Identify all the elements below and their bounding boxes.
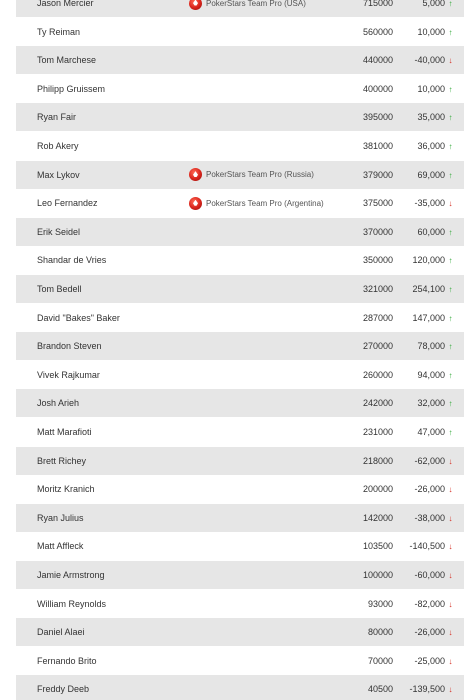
player-name: Philipp Gruissem: [37, 83, 106, 94]
player-name: Shandar de Vries: [37, 255, 107, 266]
chip-count: 100000: [362, 570, 393, 580]
chip-count: 715000: [362, 0, 393, 8]
chip-change: [417, 427, 454, 437]
chip-change-value: 254,100: [412, 284, 445, 294]
chip-count: 142000: [362, 512, 393, 523]
player-name: Ryan Fair: [37, 112, 77, 123]
chip-change: [417, 27, 454, 37]
arrow-down-icon: ↓: [448, 599, 453, 609]
arrow-down-icon: ↓: [448, 542, 453, 552]
table-row: [16, 246, 464, 274]
arrow-up-icon: ↑: [448, 227, 453, 237]
chip-change-value: 5,000: [422, 0, 445, 8]
arrow-up-icon: ↑: [448, 256, 453, 266]
chip-change-value: -35,000: [414, 198, 445, 209]
table-row: [16, 103, 464, 131]
team-pro-badge: [189, 168, 314, 181]
table-row: [16, 418, 464, 446]
table-row: [16, 675, 464, 700]
chip-change-value: 35,000: [417, 112, 445, 123]
chip-change: [409, 541, 454, 551]
arrow-up-icon: ↑: [448, 342, 453, 352]
chip-change-value: -40,000: [414, 55, 445, 66]
arrow-up-icon: ↑: [448, 0, 453, 8]
chip-change: [414, 656, 454, 666]
arrow-down-icon: ↓: [448, 656, 453, 666]
chip-change-value: 36,000: [417, 141, 445, 151]
chip-change-value: 32,000: [417, 398, 445, 409]
team-pro-label: PokerStars Team Pro (USA): [206, 0, 306, 8]
chip-count: 80000: [367, 627, 393, 638]
arrow-down-icon: ↓: [448, 199, 453, 209]
chip-change: [417, 141, 454, 151]
player-name: Max Lykov: [37, 169, 80, 180]
chip-count: 260000: [362, 369, 393, 380]
chip-count: 231000: [362, 427, 393, 437]
player-name: William Reynolds: [37, 598, 107, 609]
chip-count: 270000: [362, 341, 393, 352]
table-row: [16, 132, 464, 160]
arrow-up-icon: ↑: [448, 113, 453, 123]
chip-change: [414, 570, 454, 580]
player-name: Brandon Steven: [37, 341, 102, 352]
player-name: Fernando Brito: [37, 655, 97, 666]
table-row: [16, 389, 464, 417]
team-pro-label: PokerStars Team Pro (Russia): [206, 170, 314, 180]
player-name: Rob Akery: [37, 141, 79, 151]
chip-change-value: -60,000: [414, 570, 445, 580]
chip-change-value: 78,000: [417, 341, 445, 352]
arrow-up-icon: ↑: [448, 370, 453, 380]
table-row: [16, 332, 464, 360]
chip-change: [414, 456, 454, 466]
chip-change: [412, 313, 454, 323]
table-row: [16, 504, 464, 532]
chip-change: [417, 112, 454, 122]
chip-change-value: -82,000: [414, 598, 445, 609]
chip-change: [417, 84, 454, 94]
arrow-up-icon: ↑: [448, 428, 453, 437]
player-name: Vivek Rajkumar: [37, 369, 100, 380]
player-name: Moritz Kranich: [37, 484, 95, 495]
chip-count: 218000: [362, 455, 393, 466]
player-name: Josh Arieh: [37, 398, 80, 409]
chip-count: 395000: [362, 112, 393, 123]
player-name: Jamie Armstrong: [37, 570, 105, 580]
team-pro-badge: [189, 197, 324, 210]
chip-count: 375000: [362, 198, 393, 209]
chip-change-value: -38,000: [414, 512, 445, 523]
chip-change: [414, 513, 454, 523]
chip-count: 242000: [362, 398, 393, 409]
player-name: Daniel Alaei: [37, 627, 85, 638]
table-row: [16, 75, 464, 103]
arrow-up-icon: ↑: [448, 285, 453, 294]
chip-change-value: 47,000: [417, 427, 445, 437]
arrow-down-icon: ↓: [448, 571, 453, 580]
chip-change-value: -140,500: [409, 541, 445, 552]
pokerstars-spade-icon: [189, 0, 202, 10]
arrow-down-icon: ↓: [448, 485, 453, 495]
arrow-down-icon: ↓: [448, 56, 453, 66]
table-row: [16, 618, 464, 646]
chip-count: 93000: [367, 598, 393, 609]
chip-count: 379000: [362, 169, 393, 180]
arrow-down-icon: ↓: [448, 685, 453, 695]
player-name: Brett Richey: [37, 455, 87, 466]
table-row: [16, 46, 464, 74]
chip-count: 560000: [362, 26, 393, 37]
chip-change: [417, 398, 454, 408]
table-row: [16, 447, 464, 475]
chip-count: 200000: [362, 484, 393, 495]
arrow-up-icon: ↑: [448, 142, 453, 151]
chip-change: [412, 284, 454, 294]
chip-count: 400000: [362, 83, 393, 94]
player-name: Ryan Julius: [37, 512, 84, 523]
chip-change-value: 147,000: [412, 312, 445, 323]
chip-change: [414, 55, 454, 65]
chip-count: 103500: [362, 541, 393, 552]
chip-count: 350000: [362, 255, 393, 266]
chip-change-value: -26,000: [414, 484, 445, 495]
table-row: [16, 161, 464, 189]
table-row: [16, 561, 464, 589]
arrow-up-icon: ↑: [448, 313, 453, 323]
chip-change: [417, 370, 454, 380]
arrow-down-icon: ↓: [448, 513, 453, 523]
chip-change: [417, 227, 454, 237]
table-row: [16, 0, 464, 17]
chip-change-value: 10,000: [417, 26, 445, 37]
table-row: [16, 304, 464, 332]
chip-change: [414, 627, 454, 637]
player-name: Freddy Deeb: [37, 684, 90, 695]
chip-change-value: 69,000: [417, 169, 445, 180]
arrow-down-icon: ↓: [448, 456, 453, 466]
table-row: [16, 18, 464, 46]
chip-change: [412, 255, 454, 265]
chip-change-value: 120,000: [412, 255, 445, 266]
chip-change-value: -139,500: [409, 684, 445, 695]
arrow-down-icon: ↓: [448, 628, 453, 638]
arrow-up-icon: ↑: [448, 170, 453, 180]
player-name: Tom Marchese: [37, 55, 97, 66]
player-name: Jason Mercier: [37, 0, 94, 8]
chip-change: [414, 198, 454, 208]
chip-change-value: -62,000: [414, 455, 445, 466]
player-name: Matt Marafioti: [37, 427, 92, 437]
chip-change: [414, 484, 454, 494]
team-pro-badge: [189, 0, 306, 10]
chip-change: [417, 170, 454, 180]
team-pro-label: PokerStars Team Pro (Argentina): [206, 198, 324, 208]
chip-count: 440000: [362, 55, 393, 66]
table-row: [16, 590, 464, 618]
chip-change-value: 10,000: [417, 83, 445, 94]
table-row: [16, 647, 464, 675]
table-row: [16, 475, 464, 503]
player-name: Ty Reiman: [37, 26, 81, 37]
chip-count: 70000: [367, 655, 393, 666]
chip-count: 321000: [362, 284, 393, 294]
player-name: David "Bakes" Baker: [37, 312, 120, 323]
chip-change: [417, 341, 454, 351]
pokerstars-spade-icon: [189, 168, 202, 181]
player-name: Erik Seidel: [37, 226, 81, 237]
arrow-up-icon: ↑: [448, 27, 453, 37]
table-row: [16, 189, 464, 217]
player-name: Matt Affleck: [37, 541, 84, 552]
table-row: [16, 361, 464, 389]
chip-count: 381000: [362, 141, 393, 151]
chip-change: [414, 599, 454, 609]
chip-change: [422, 0, 454, 8]
pokerstars-spade-icon: [189, 197, 202, 210]
table-row: [16, 218, 464, 246]
player-name: Leo Fernandez: [37, 198, 98, 209]
chip-count: 287000: [362, 312, 393, 323]
chip-change-value: -26,000: [414, 627, 445, 638]
chip-change-value: 94,000: [417, 369, 445, 380]
player-name: Tom Bedell: [37, 284, 82, 294]
arrow-up-icon: ↑: [448, 399, 453, 409]
table-row: [16, 275, 464, 303]
table-row: [16, 532, 464, 560]
chip-count: 370000: [362, 226, 393, 237]
chip-change-value: 60,000: [417, 226, 445, 237]
chip-count: 40500: [367, 684, 393, 695]
chip-change-value: -25,000: [414, 655, 445, 666]
chip-change: [409, 684, 454, 694]
arrow-up-icon: ↑: [448, 84, 453, 94]
